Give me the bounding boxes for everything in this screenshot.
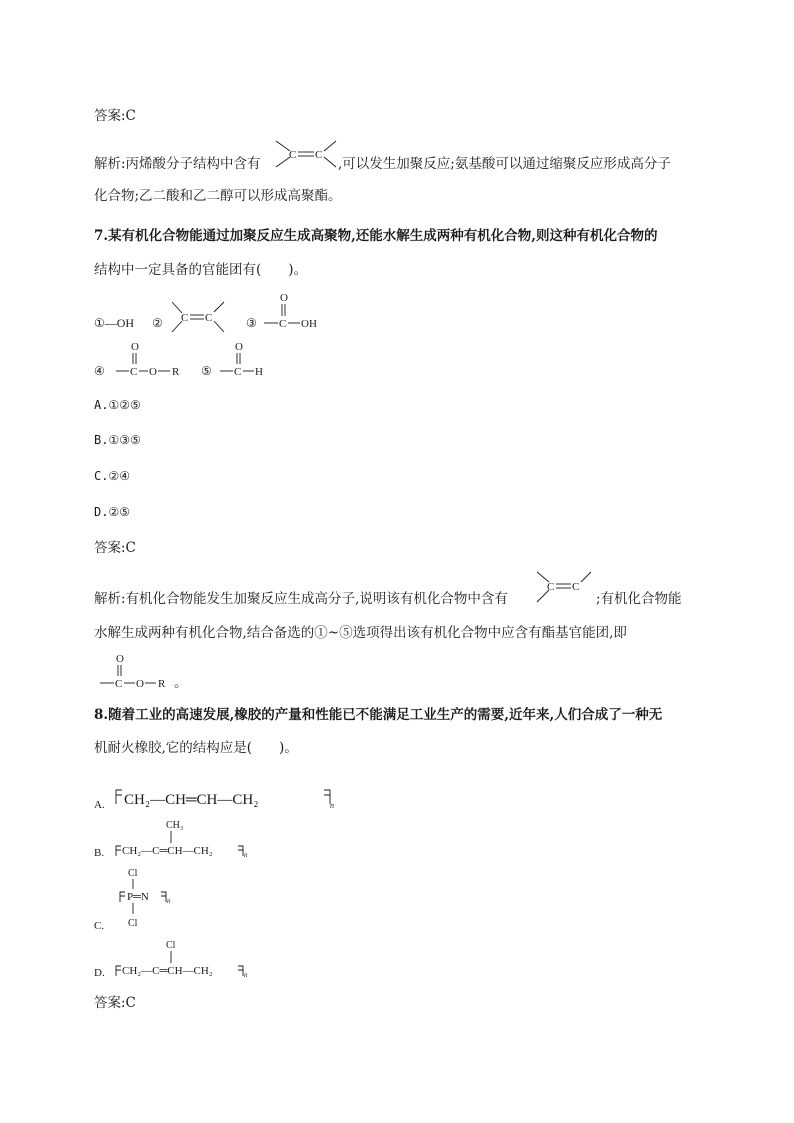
svg-text:CH₂—C═CH—CH₂: CH₂—C═CH—CH₂: [122, 845, 213, 857]
q6-answer: 答案:C: [94, 108, 136, 124]
q7-option-c: C.②④: [94, 469, 130, 483]
polymer-a-formula: CH₂—CH═CH—CH₂: [124, 792, 259, 808]
svg-text:P═N: P═N: [127, 891, 149, 903]
q7-option-a: A.①②⑤: [94, 398, 141, 412]
q7-explanation-line1b: ;有机化合物能: [596, 591, 682, 607]
svg-text:n: n: [330, 801, 334, 810]
svg-text:C: C: [130, 366, 138, 378]
svg-text:A.: A.: [94, 799, 105, 811]
svg-text:C: C: [279, 318, 287, 330]
group-1-hydroxyl: ①—OH: [94, 316, 135, 330]
cc-double-bond-structure: [272, 137, 342, 175]
svg-text:O: O: [116, 653, 124, 665]
q6-explanation-line1b: ,可以发生加聚反应;氨基酸可以通过缩聚反应形成高分子: [338, 156, 671, 172]
q6-explanation-line2: 化合物;乙二酸和乙二醇可以形成高聚酯。: [94, 188, 342, 204]
svg-text:C.: C.: [94, 920, 105, 932]
svg-text:C: C: [547, 581, 555, 593]
svg-text:Cl: Cl: [166, 940, 176, 951]
q7-stem-line1: 7.某有机化合物能通过加聚反应生成高聚物,还能水解生成两种有机化合物,则这种有机化合物的: [94, 228, 658, 244]
svg-text:C: C: [572, 581, 580, 593]
q8-option-b: [94, 816, 294, 860]
svg-text:Cl: Cl: [128, 868, 138, 879]
group-3-label: ③: [246, 316, 257, 330]
q7-answer: 答案:C: [94, 540, 136, 556]
svg-text:CH₂—C═CH—CH₂: CH₂—C═CH—CH₂: [122, 965, 213, 977]
svg-text:O: O: [149, 366, 157, 378]
svg-text:Cl: Cl: [128, 918, 138, 929]
functional-groups-row2: [94, 340, 294, 380]
svg-text:O: O: [136, 678, 144, 690]
svg-text:C: C: [234, 366, 242, 378]
q7-option-b: B.①③⑤: [94, 433, 141, 447]
svg-text:C: C: [181, 312, 189, 324]
svg-text:D.: D.: [94, 967, 105, 979]
q8-option-d: [94, 936, 294, 980]
q7-option-d: D.②⑤: [94, 505, 130, 519]
svg-text:OH: OH: [301, 318, 317, 330]
svg-text:C: C: [315, 149, 323, 161]
svg-text:O: O: [235, 341, 243, 353]
svg-text:O: O: [131, 341, 139, 353]
svg-text:H: H: [255, 366, 263, 378]
svg-text:C: C: [115, 678, 123, 690]
svg-text:R: R: [158, 678, 166, 690]
q8-answer: 答案:C: [94, 995, 136, 1011]
svg-text:n: n: [244, 971, 248, 979]
q6-explanation-line1a: 解析:丙烯酸分子结构中含有: [94, 156, 261, 172]
svg-text:CH₃: CH₃: [166, 820, 184, 831]
q8-option-c: [94, 862, 194, 934]
functional-groups-row1: [94, 290, 354, 334]
svg-text:n: n: [167, 897, 171, 905]
cc-double-bond-structure-2: [533, 568, 597, 608]
svg-text:C: C: [205, 312, 213, 324]
q7-explanation-end: 。: [174, 675, 188, 691]
q7-stem-line2: 结构中一定具备的官能团有( )。: [94, 262, 308, 278]
svg-text:C: C: [289, 149, 297, 161]
svg-text:B.: B.: [94, 847, 105, 859]
q7-explanation-line2: 水解生成两种有机化合物,结合备选的①~⑤选项得出该有机化合物中应含有酯基官能团,即: [94, 625, 627, 641]
q8-stem-line2: 机耐火橡胶,它的结构应是( )。: [94, 740, 298, 756]
q8-stem-line1: 8.随着工业的高速发展,橡胶的产量和性能已不能满足工业生产的需要,近年来,人们合成了一种无: [94, 707, 663, 723]
group-2-label: ②: [152, 316, 163, 330]
q7-explanation-line1a: 解析:有机化合物能发生加聚反应生成高分子,说明该有机化合物中含有: [94, 591, 508, 607]
q8-option-a: [94, 780, 354, 814]
group-5-label: ⑤: [201, 364, 212, 378]
svg-text:R: R: [172, 366, 180, 378]
svg-text:O: O: [280, 292, 288, 304]
group-4-label: ④: [94, 364, 105, 378]
svg-text:n: n: [244, 851, 248, 859]
